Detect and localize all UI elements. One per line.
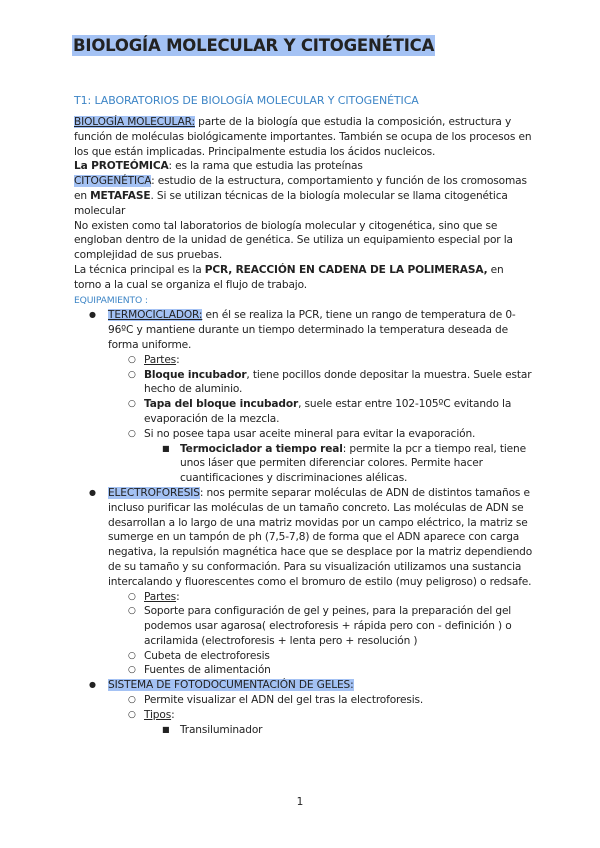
term-tiempo-real: Termociclador a tiempo real <box>180 442 343 455</box>
list-item-text: , suele estar entre 102-105ºC evitando la evaporación de la mezcla. <box>144 398 512 425</box>
paragraph-citogenetica <box>74 174 534 218</box>
definition-text: : es la rama que estudia las proteínas <box>168 160 363 173</box>
list-item-text: Permite visualizar el ADN del gel tras la electroforesis. <box>144 694 424 707</box>
term-fotodocumentacion: SISTEMA DE FOTODOCUMENTACIÓN DE GELES: <box>108 679 354 692</box>
term-pcr: PCR, REACCIÓN EN CADENA DE LA POLIMERASA, <box>204 263 488 276</box>
list-item-text: Fuentes de alimentación <box>144 664 271 677</box>
paragraph-pcr <box>74 263 534 293</box>
list-item-visualizar <box>74 693 534 708</box>
label-colon: : <box>171 708 175 721</box>
label-colon: : <box>142 294 148 306</box>
term-termociclador: TERMOCICLADOR: <box>108 309 203 322</box>
section-subtitle: T1: LABORATORIOS DE BIOLOGÍA MOLECULAR Y CITOGENÉTICA <box>74 94 419 107</box>
label-colon: : <box>176 590 180 603</box>
list-item-text: Cubeta de electroforesis <box>144 649 270 662</box>
list-item-bloque <box>74 368 534 398</box>
list-item-termociclador <box>74 308 534 486</box>
label-colon: : <box>176 353 180 366</box>
list-item-text: en él se realiza la PCR, tiene un rango de temperatura de 0-96ºC y mantiene durante un tiempo determinado la temperatura deseada de forma uniforme. <box>108 309 516 351</box>
definition-text: parte de la biología que estudia la composición, estructura y función de moléculas biológicamente importantes. También se ocupa de los procesos en los que están implicadas. Principalmente estudia los ácidos nucleicos. <box>74 116 532 158</box>
definition-text: : estudio de la estructura, comportamiento y función de los cromosomas en <box>74 175 527 202</box>
list-item-text: : nos permite separar moléculas de ADN de distintos tamaños e incluso purificar las moléculas de un tamaño concreto. Las moléculas de ADN se desarrollan a lo largo de una matriz movidas por un campo eléctrico, la matriz se sumerge en un tampón de ph (7,5-7,8) de forma que el ADN aparece con carga negativa, la repulsión magnética hace que se desplace por la matriz dependiendo de su tamaño y su conformación. Para su visualización utilizamos una sustancia intercalando y fluorescentes como el bromuro de estilo (muy peligroso) o redsafe. <box>108 486 533 588</box>
term-tapa-bloque: Tapa del bloque incubador <box>144 398 299 411</box>
paragraph-proteomica <box>74 159 534 174</box>
list-item-text: Transiluminador <box>180 723 263 736</box>
text: La técnica principal es la <box>74 263 205 276</box>
document-title-text: BIOLOGÍA MOLECULAR Y CITOGENÉTICA <box>73 36 435 55</box>
page-number: 1 <box>296 796 304 808</box>
text: en torno a la cual se organiza el flujo de trabajo. <box>74 263 504 291</box>
list-item-text: Soporte para configuración de gel y peines, para la preparación del gel podemos usar agarosa( electroforesis + rápida pero con - definición ) o acrilamida (electroforesis + lenta pero + resolución ) <box>144 605 512 647</box>
equipment-list <box>74 308 534 737</box>
term-bloque-incubador: Bloque incubador <box>144 368 247 381</box>
partes-label: Partes <box>144 590 177 603</box>
list-item-fotodocumentacion <box>74 678 534 737</box>
list-item-electroforesis <box>74 486 534 678</box>
partes-label: Partes <box>144 353 177 366</box>
list-item-partes <box>74 590 534 605</box>
list-item-transiluminador <box>74 723 534 738</box>
list-item-text: : permite la pcr a tiempo real, tiene unos láser que permiten diferenciar colores. Permite hacer cuantificaciones y discriminaciones alélicas. <box>180 442 526 485</box>
tipos-label: Tipos <box>144 708 172 721</box>
list-item-text: Si no posee tapa usar aceite mineral para evitar la evaporación. <box>144 427 476 440</box>
tiempo-real-sublist <box>144 442 534 486</box>
tipos-sublist <box>144 723 534 738</box>
electroforesis-sublist <box>108 590 534 679</box>
definition-text: . Si se utilizan técnicas de la biología molecular se llama citogenética molecular <box>74 189 508 217</box>
list-item-tiempo-real <box>74 442 534 486</box>
list-item-fuentes <box>74 663 534 678</box>
termociclador-sublist <box>108 353 534 486</box>
term-electroforesis: ELECTROFORESIS <box>108 486 200 499</box>
list-item-tapa <box>74 397 534 427</box>
list-item-aceite <box>74 427 534 486</box>
paragraph-biologia-molecular <box>74 115 534 159</box>
fotodocumentacion-sublist <box>108 693 534 737</box>
list-item-text: , tiene pocillos donde depositar la muestra. Suele estar hecho de aluminio. <box>144 368 532 396</box>
equipamiento-label: EQUIPAMIENTO <box>74 294 143 306</box>
paragraph-laboratorios: No existen como tal laboratorios de biología molecular y citogenética, sino que se engloban dentro de la unidad de genética. Se utiliza un equipamiento especial por la complejidad de sus pruebas. <box>74 219 513 262</box>
list-item-soporte <box>74 604 534 648</box>
document-body <box>74 115 534 737</box>
term-metafase: METAFASE <box>90 189 151 202</box>
list-item-tipos <box>74 708 534 738</box>
list-item-cubeta <box>74 649 534 664</box>
equipamiento-label-line <box>74 293 534 309</box>
term-citogenetica: CITOGENÉTICA <box>74 175 152 188</box>
term-biologia-molecular: BIOLOGÍA MOLECULAR: <box>74 116 195 128</box>
list-item-partes <box>74 353 534 368</box>
document-title <box>72 36 435 55</box>
term-proteomica: La PROTEÓMICA <box>74 160 169 173</box>
